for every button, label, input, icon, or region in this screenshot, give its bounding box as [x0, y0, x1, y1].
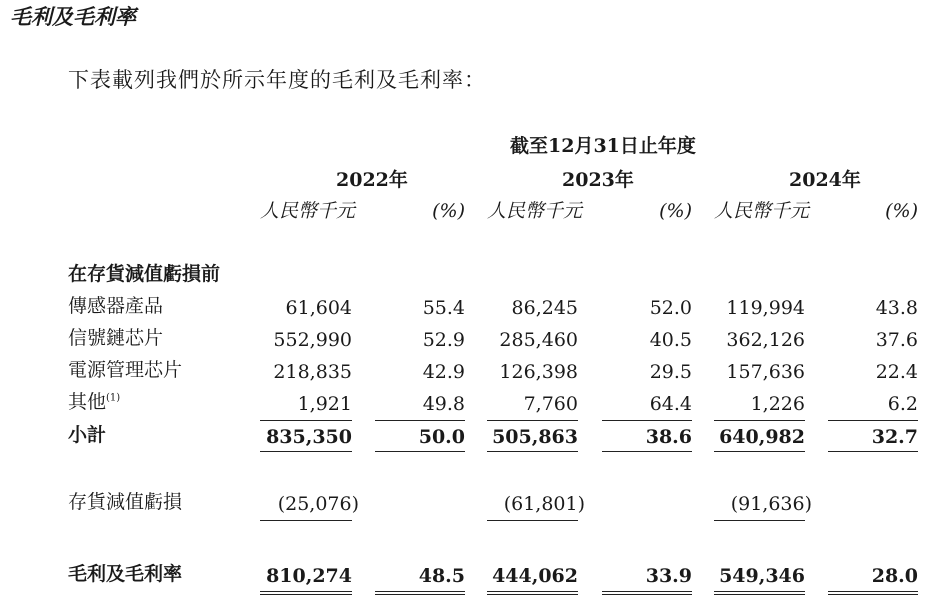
rule — [714, 451, 805, 452]
cell: 42.9 — [422, 361, 465, 383]
rule — [828, 420, 918, 421]
year-header-2022: 2022年 — [336, 169, 408, 191]
section-title: 毛利及毛利率 — [10, 4, 136, 29]
subtotal-label: 小計 — [68, 424, 107, 446]
cell: 37.6 — [875, 329, 918, 351]
double-rule — [714, 591, 805, 595]
rule — [828, 451, 918, 452]
footnote-marker: (1) — [106, 392, 121, 404]
cell: 64.4 — [649, 393, 692, 415]
rule — [487, 420, 578, 421]
cell: 43.8 — [875, 297, 918, 319]
cell: 1,921 — [297, 393, 352, 415]
rule — [714, 520, 805, 521]
row-label-text: 其他 — [68, 391, 107, 413]
row-label: 傳感器產品 — [68, 295, 164, 317]
rule — [260, 420, 352, 421]
rule — [375, 420, 465, 421]
cell: 7,760 — [523, 393, 578, 415]
cell: 28.0 — [871, 565, 918, 587]
rule — [714, 420, 805, 421]
double-rule — [260, 591, 352, 595]
rule — [602, 451, 692, 452]
cell: 835,350 — [266, 426, 352, 448]
cell: (25,076) — [277, 493, 359, 515]
pct-label-2022: (%) — [432, 200, 465, 222]
unit-label-2023: 人民幣千元 — [487, 200, 583, 222]
year-header-2023: 2023年 — [562, 169, 634, 191]
pct-label-2023: (%) — [659, 200, 692, 222]
rule — [260, 520, 352, 521]
cell: 52.0 — [649, 297, 692, 319]
cell: 1,226 — [750, 393, 805, 415]
cell: (91,636) — [730, 493, 812, 515]
rule — [602, 420, 692, 421]
cell: 55.4 — [422, 297, 465, 319]
cell: 40.5 — [649, 329, 692, 351]
double-rule — [487, 591, 578, 595]
cell: 50.0 — [418, 426, 465, 448]
cell: 119,994 — [726, 297, 805, 319]
cell: (61,801) — [503, 493, 585, 515]
unit-label-2022: 人民幣千元 — [260, 200, 356, 222]
cell: 552,990 — [273, 329, 352, 351]
cell: 810,274 — [266, 565, 352, 587]
cell: 505,863 — [492, 426, 578, 448]
group-header: 在存貨減值虧損前 — [68, 263, 221, 285]
cell: 157,636 — [726, 361, 805, 383]
cell: 549,346 — [719, 565, 805, 587]
cell: 640,982 — [719, 426, 805, 448]
cell: 33.9 — [645, 565, 692, 587]
cell: 126,398 — [499, 361, 578, 383]
double-rule — [828, 591, 918, 595]
pct-label-2024: (%) — [885, 200, 918, 222]
cell: 38.6 — [645, 426, 692, 448]
row-label: 電源管理芯片 — [68, 359, 183, 381]
cell: 362,126 — [726, 329, 805, 351]
rule — [487, 451, 578, 452]
row-label — [68, 393, 120, 412]
cell: 86,245 — [511, 297, 578, 319]
cell: 218,835 — [273, 361, 352, 383]
unit-label-2024: 人民幣千元 — [714, 200, 810, 222]
cell: 285,460 — [499, 329, 578, 351]
row-label: 信號鏈芯片 — [68, 327, 164, 349]
period-header: 截至12月31日止年度 — [510, 135, 696, 157]
total-label: 毛利及毛利率 — [68, 563, 183, 585]
rule — [260, 451, 352, 452]
double-rule — [375, 591, 465, 595]
double-rule — [602, 591, 692, 595]
cell: 61,604 — [285, 297, 352, 319]
cell: 22.4 — [875, 361, 918, 383]
rule — [487, 520, 578, 521]
cell: 52.9 — [422, 329, 465, 351]
intro-text: 下表載列我們於所示年度的毛利及毛利率： — [68, 68, 486, 92]
year-header-2024: 2024年 — [789, 169, 861, 191]
cell: 49.8 — [422, 393, 465, 415]
rule — [375, 451, 465, 452]
impairment-label: 存貨減值虧損 — [68, 491, 183, 513]
cell: 444,062 — [492, 565, 578, 587]
cell: 32.7 — [871, 426, 918, 448]
cell: 48.5 — [418, 565, 465, 587]
cell: 29.5 — [649, 361, 692, 383]
cell: 6.2 — [887, 393, 918, 415]
